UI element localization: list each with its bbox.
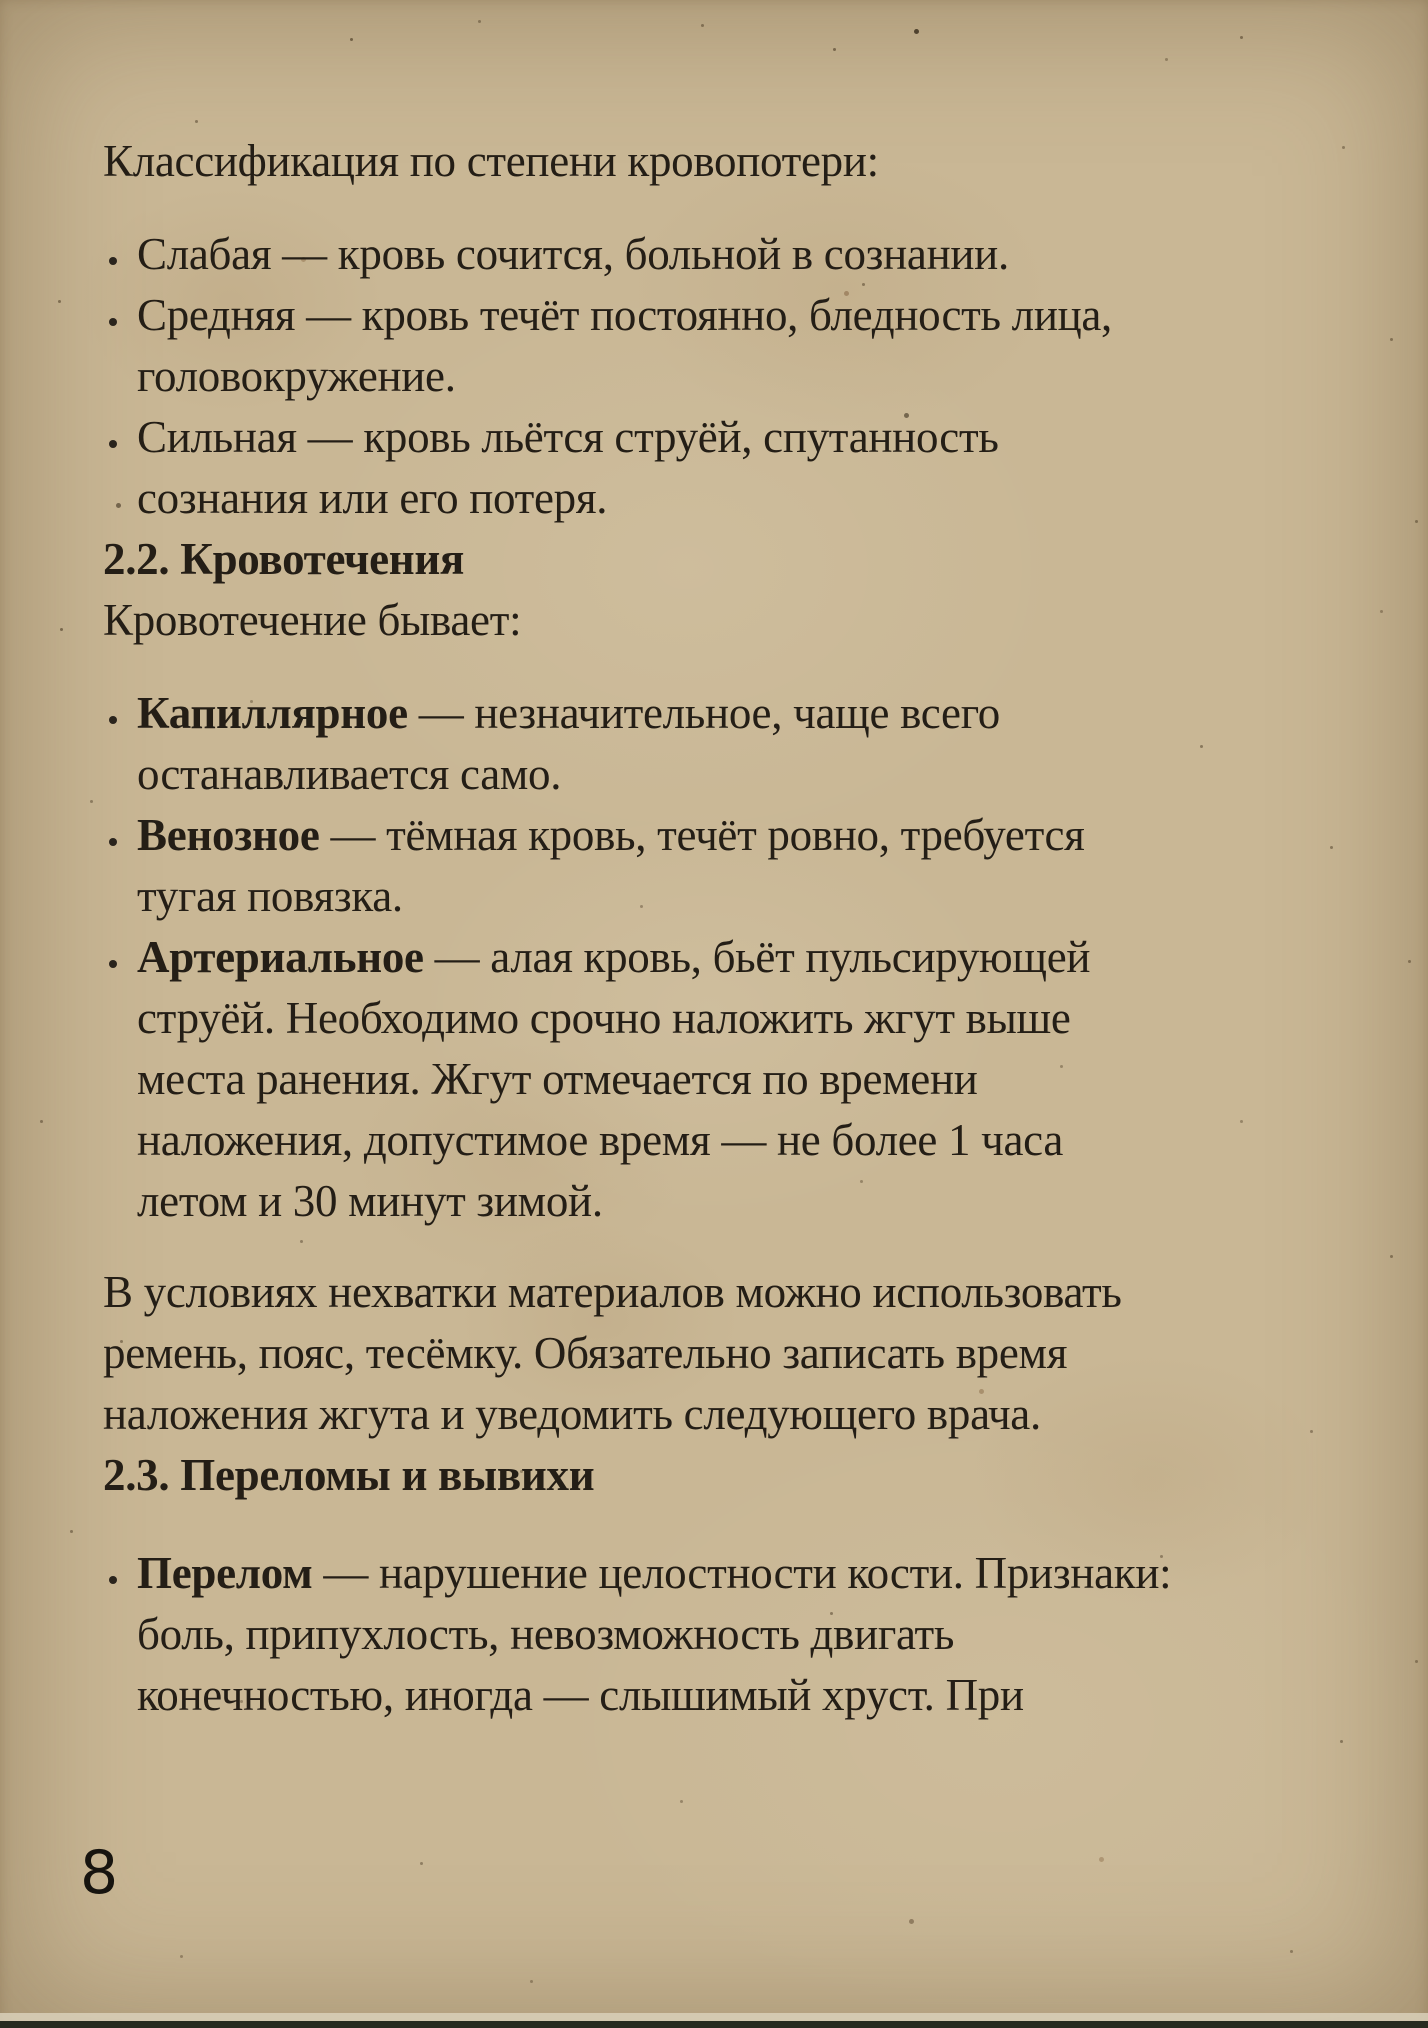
page-number: 8 (80, 1838, 119, 1908)
line-text: — тёмная кровь, течёт ровно, требуется (319, 810, 1085, 860)
bleeding-list (103, 683, 1388, 1232)
section-2-2-heading: 2.2. Кровотечения (103, 534, 465, 584)
term-capillary: Капиллярное (137, 688, 408, 738)
section-2-3-heading: 2.3. Переломы и вывихи (103, 1450, 595, 1500)
list-item-line: летом и 30 минут зимой. (137, 1176, 603, 1226)
bleeding-intro: Кровотечение бывает: (103, 595, 522, 645)
line-text: — незначительное, чаще всего (407, 688, 1000, 738)
term-arterial: Артериальное (137, 932, 424, 982)
bullet-dot (109, 838, 117, 846)
list-item-line: сознания или его потеря. (137, 473, 608, 523)
list-item-line (137, 683, 1388, 744)
list-item-line: места ранения. Жгут отмечается по времени (137, 1054, 978, 1104)
page-content (103, 131, 1388, 1726)
bottom-edge-bar (0, 2021, 1428, 2028)
bullet-dot (109, 440, 117, 448)
line-text: — алая кровь, бьёт пульсирующей (423, 932, 1091, 982)
list-item (103, 407, 1388, 529)
list-item (103, 683, 1388, 805)
list-item-line: Слабая — кровь сочится, больной в сознании. (137, 229, 1009, 279)
fracture-list (103, 1543, 1388, 1726)
term-fracture: Перелом (137, 1548, 313, 1598)
paragraph-line: наложения жгута и уведомить следующего врача. (103, 1389, 1041, 1439)
list-item (103, 927, 1388, 1232)
bullet-dot (109, 960, 117, 968)
list-item (103, 1543, 1388, 1726)
list-item-line: тугая повязка. (137, 871, 403, 921)
bullet-dot (109, 716, 117, 724)
list-item-line: наложения, допустимое время — не более 1 часа (137, 1115, 1064, 1165)
term-venous: Венозное (137, 810, 320, 860)
paragraph-line: ремень, пояс, тесёмку. Обязательно записать время (103, 1328, 1068, 1378)
tourniquet-note (103, 1262, 1388, 1445)
paragraph-line: В условиях нехватки материалов можно использовать (103, 1267, 1122, 1317)
paper-speckles (0, 0, 3, 3)
classification-intro: Классификация по степени кровопотери: (103, 136, 879, 186)
list-item-line (137, 1543, 1388, 1604)
list-item (103, 805, 1388, 927)
bullet-dot (109, 1576, 117, 1584)
list-item-line: останавливается само. (137, 749, 562, 799)
line-text: — нарушение целостности кости. Признаки: (312, 1548, 1172, 1598)
list-item-line: головокружение. (137, 351, 456, 401)
bullet-dot (109, 318, 117, 326)
list-item-line: Средняя — кровь течёт постоянно, бледность лица, (137, 290, 1113, 340)
list-item-line (137, 805, 1388, 866)
severity-list (103, 224, 1388, 529)
list-item (103, 285, 1388, 407)
list-item-line (137, 927, 1388, 988)
page-bottom-edge-highlight (0, 2013, 1428, 2021)
list-item-line: боль, припухлость, невозможность двигать (137, 1609, 955, 1659)
list-item (103, 224, 1388, 285)
list-item-line: конечностью, иногда — слышимый хруст. При (137, 1670, 1024, 1720)
bullet-dot (109, 257, 117, 265)
list-item-line: струёй. Необходимо срочно наложить жгут выше (137, 993, 1071, 1043)
list-item-line: Сильная — кровь льётся струёй, спутанность (137, 412, 999, 462)
